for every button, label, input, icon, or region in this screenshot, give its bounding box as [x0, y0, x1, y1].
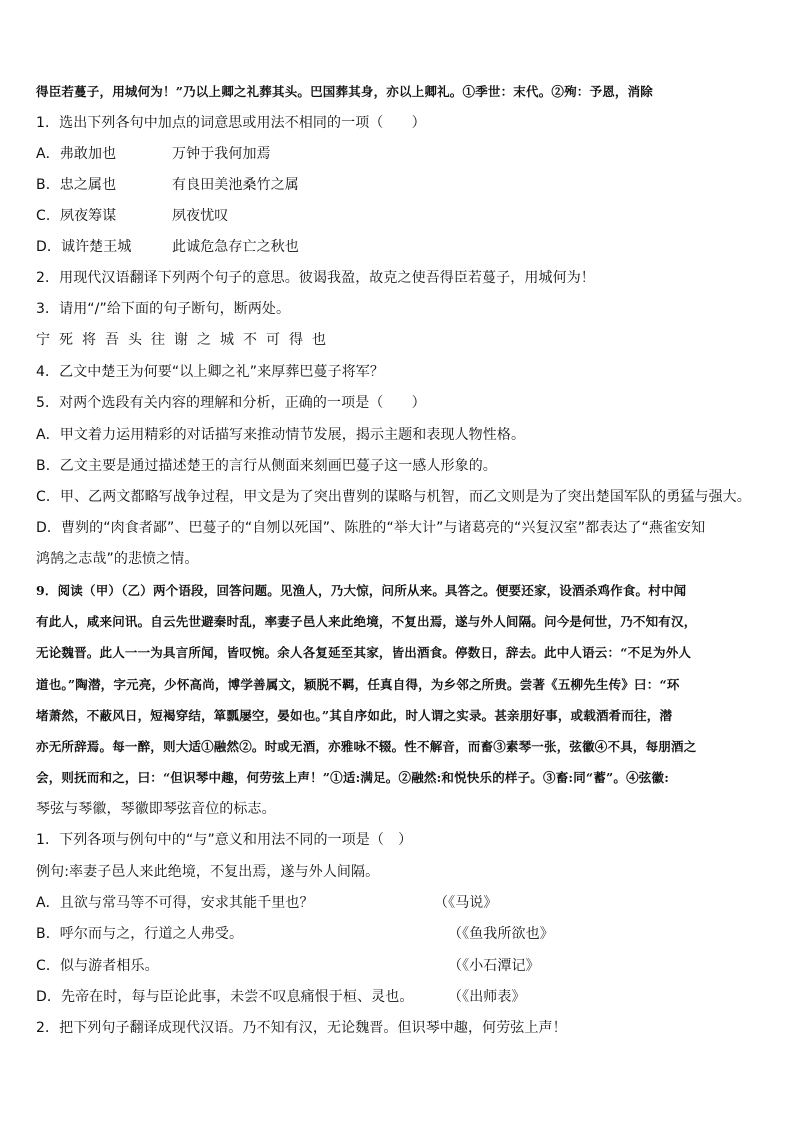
- q9-1-option-d-text: D．先帝在时，每与臣论此事，未尝不叹息痛恨于桓、灵也。: [36, 989, 414, 1005]
- q1-option-a: [36, 144, 758, 164]
- q5-option-a: A．甲文着力运用精彩的对话描写来推动情节发展，揭示主题和表现人物性格。: [36, 427, 526, 443]
- q9-1-option-b: [36, 924, 758, 944]
- q1-option-b-left: B．忠之属也: [36, 177, 117, 193]
- q9-passage-line-6: 亦无所辞焉。每一醉，则大适①融然②。时或无酒，亦雅咏不辍。性不解音，而畜③素琴一张，弦徽④不具，每朋酒之: [36, 739, 697, 754]
- q1-option-b-right: 有良田美池桑竹之属: [172, 177, 299, 193]
- q9-passage-line-5: 堵萧然，不蔽风日，短褐穿结，箪瓢屡空，晏如也。”其自序如此，时人谓之实录。甚亲朋好事，或载酒肴而往，潜: [36, 708, 673, 723]
- q5-option-b: B．乙文主要是通过描述楚王的言行从侧面来刻画巴蔓子这一感人形象的。: [36, 458, 497, 474]
- q9-1-option-d-source: （《出师表》: [448, 989, 526, 1005]
- q5-option-d-line2: 鸿鹄之志哉”的悲愤之情。: [36, 551, 199, 567]
- q9-1-option-b-text: B．呼尔而与之，行道之人弗受。: [36, 926, 244, 942]
- q9-1-example: 例句:率妻子邑人来此绝境，不复出焉，遂与外人间隔。: [36, 864, 380, 880]
- q4-text: 4．乙文中楚王为何要“以上卿之礼”来厚葬巴蔓子将军？: [36, 364, 385, 380]
- q9-1-option-c: [36, 956, 758, 976]
- q1-option-a-left: A．弗敢加也: [36, 146, 117, 162]
- q1-option-a-right: 万钟于我何加焉: [172, 146, 271, 162]
- q9-1-stem: 1．下列各项与例句中的“与”意义和用法不同的一项是（ ）: [36, 832, 413, 848]
- q1-option-c: [36, 206, 758, 226]
- q3-text: 3．请用“/”给下面的句子断句，断两处。: [36, 301, 291, 317]
- q9-passage-line-1: 9．阅读（甲）（乙）两个语段，回答问题。见渔人，乃大惊，问所从来。具答之。便要还家，设酒杀鸡作食。村中闻: [36, 583, 687, 598]
- q1-stem: 1．选出下列各句中加点的词意思或用法不相同的一项（ ）: [36, 115, 426, 131]
- q9-1-option-c-source: （《小石潭记》: [448, 958, 540, 974]
- passage-ending-line: 得臣若蔓子，用城何为！”乃以上卿之礼葬其头。巴国葬其身，亦以上卿礼。①季世：末代。②殉：予恩，消除: [36, 84, 653, 99]
- q1-option-d-left: D．诚许楚王城: [36, 239, 132, 255]
- q9-1-option-b-source: （《鱼我所欲也》: [448, 926, 554, 942]
- q1-option-d-right: 此诚危急存亡之秋也: [172, 239, 299, 255]
- q1-option-b: [36, 175, 758, 195]
- q9-1-option-a-source: （《马说》: [434, 895, 498, 911]
- q1-option-d: [36, 237, 758, 257]
- q9-1-option-d: [36, 987, 758, 1007]
- q9-passage-line-8: 琴弦与琴徽，琴徽即琴弦音位的标志。: [36, 801, 276, 817]
- q5-stem: 5．对两个选段有关内容的理解和分析，正确的一项是（ ）: [36, 395, 426, 411]
- q9-2-text: 2．把下列句子翻译成现代汉语。乃不知有汉，无论魏晋。但识琴中趣，何劳弦上声！: [36, 1020, 567, 1036]
- q2-text: 2．用现代汉语翻译下列两个句子的意思。彼谒我盈，故克之使吾得臣若蔓子，用城何为！: [36, 270, 595, 286]
- q5-option-d-line1: D．曹刿的“肉食者鄙”、巴蔓子的“自刎以死国”、陈胜的“举大计”与诸葛亮的“兴复汉室”都表达了“燕雀安知: [36, 520, 706, 536]
- q9-1-option-a-text: A．且欲与常马等不可得，安求其能千里也？: [36, 895, 314, 911]
- q1-option-c-left: C．夙夜筹谋: [36, 208, 117, 224]
- q9-passage-line-3: 无论魏晋。此人一一为具言所闻，皆叹惋。余人各复延至其家，皆出酒食。停数日，辞去。此中人语云：“不足为外人: [36, 645, 692, 660]
- q9-passage-line-7: 会，则抚而和之，曰：“但识琴中趣，何劳弦上声！”①适:满足。②融然:和悦快乐的样子。③畜:同“蓄”。④弦徽:: [36, 770, 670, 785]
- q5-option-c: C．甲、乙两文都略写战争过程，甲文是为了突出曹刿的谋略与机智，而乙文则是为了突出楚国军队的勇猛与强大。: [36, 489, 751, 505]
- q3-sentence: 宁死将吾头往谢之城不可得也: [36, 332, 335, 348]
- q9-1-option-a: [36, 893, 758, 913]
- q1-option-c-right: 夙夜忧叹: [172, 208, 229, 224]
- q9-passage-line-4: 道也。”陶潜，字元亮，少怀高尚，博学善属文，颖脱不羁，任真自得，为乡邻之所贵。尝著《五柳先生传》曰：“环: [36, 677, 680, 692]
- q9-1-option-c-text: C．似与游者相乐。: [36, 958, 159, 974]
- q9-passage-line-2: 有此人，咸来问讯。自云先世避秦时乱，率妻子邑人来此绝境，不复出焉，遂与外人间隔。问今是何世，乃不知有汉，: [36, 614, 697, 629]
